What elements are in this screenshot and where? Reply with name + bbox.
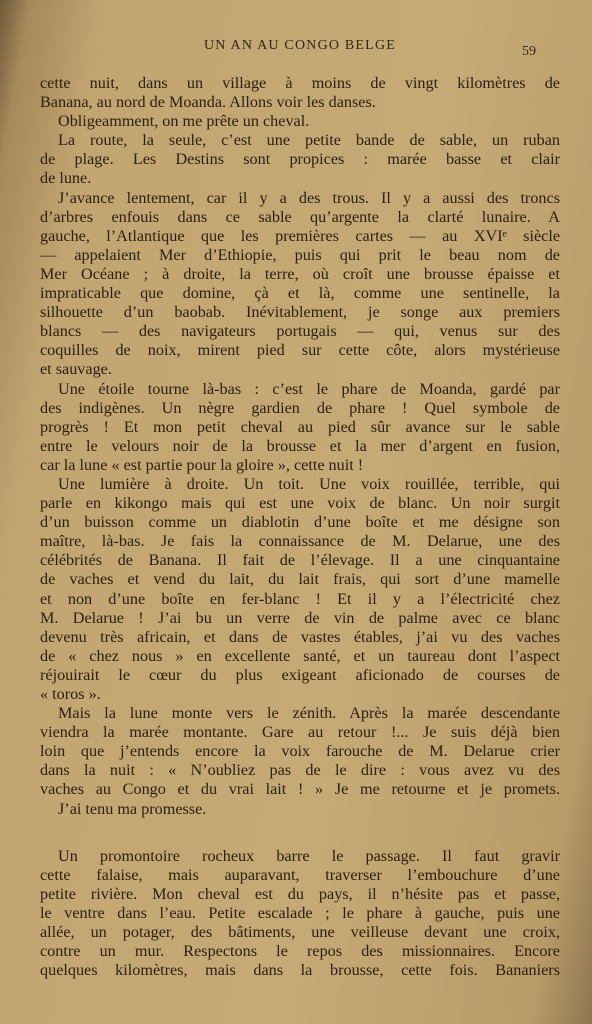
text-line: et sauvage.: [40, 360, 112, 379]
text-line: cette nuit, dans un village à moins de vingt kilomètres de: [40, 74, 560, 92]
text-line: La route, la seule, c’est une petite bande de sable, un ruban: [58, 131, 560, 150]
text-line: Mais la lune monte vers le zénith. Après la marée descendante: [58, 704, 560, 723]
text-line: et non d’une boîte en fer-blanc ! Et il y a l’électricité chez: [40, 589, 560, 608]
text-line: M. Delarue ! J’ai bu un verre de vin de palme avec ce blanc: [40, 608, 560, 627]
text-line: progrès ! Et mon petit cheval au pied sûr avance sur le sable: [40, 417, 560, 436]
text-line: de vaches et vend du lait, du lait frais, qui sort d’une mamelle: [40, 570, 560, 589]
text-line: Une étoile tourne là-bas : c’est le phare de Moanda, gardé par: [58, 379, 560, 398]
text-line: cette falaise, mais auparavant, traverser l’embouchure d’une: [40, 865, 560, 884]
section-break: [40, 819, 560, 847]
text-line: allée, un potager, des bâtiments, une veilleuse devant une croix,: [40, 923, 560, 942]
text-line: dans la nuit : « N’oubliez pas de le dire : vous avez vu des: [40, 761, 560, 780]
text-line: J’avance lentement, car il y a des trous. Il y a aussi des troncs: [58, 188, 560, 207]
text-line: de plage. Les Destins sont propices : marée basse et clair: [40, 150, 560, 169]
text-line: le ventre dans l’eau. Petite escalade ; le phare à gauche, puis une: [40, 903, 560, 922]
text-line: des indigènes. Un nègre gardien de phare ! Quel symbole de: [40, 398, 560, 417]
text-line: J’ai tenu ma promesse.: [58, 799, 207, 818]
text-line: — appelaient Mer d’Ethiopie, puis qui prit le beau nom de: [40, 245, 560, 264]
text-line: coquilles de noix, mirent pied sur cette côte, alors mystérieuse: [40, 341, 560, 360]
text-line: réjouirait le cœur du plus exigeant aficionado de courses de: [40, 665, 560, 684]
text-line: car la lune « est partie pour la gloire », cette nuit !: [40, 455, 364, 474]
text-line: contre un mur. Respectons le repos des missionnaires. Encore: [40, 942, 560, 961]
text-line: « toros ».: [40, 685, 101, 703]
text-line: petite rivière. Mon cheval est du pays, il n’hésite pas et passe,: [40, 884, 560, 903]
text-line: quelques kilomètres, mais dans la brousse, cette fois. Bananiers: [40, 961, 560, 980]
text-line: impraticable que domine, çà et là, comme une sentinelle, la: [40, 284, 560, 303]
text-line: gauche, l’Atlantique que les premières cartes — au XVIᵉ siècle: [40, 226, 560, 245]
text-line: vaches au Congo et du vrai lait ! » Je me retourne et je promets.: [40, 780, 560, 799]
text-line: blancs — des navigateurs portugais — qui, venus sur des: [40, 322, 560, 341]
text-line: d’arbres enfouis dans ce sable qu’argente la clarté lunaire. A: [40, 207, 560, 226]
text-line: célébrités de Banana. Il fait de l’élevage. Il a une cinquantaine: [40, 551, 560, 570]
text-line: de lune.: [40, 169, 92, 188]
text-line: d’un buisson comme un diablotin d’une boîte et me désigne son: [40, 513, 560, 532]
text-line: devenu très africain, et dans de vastes étables, j’ai vu des vaches: [40, 627, 560, 646]
text-line: Une lumière à droite. Un toit. Une voix rouillée, terrible, qui: [58, 474, 560, 493]
text-line: silhouette d’un baobab. Inévitablement, je songe aux premiers: [40, 303, 560, 322]
text-line: maître, là-bas. Je fais la connaissance de M. Delarue, une des: [40, 532, 560, 551]
text-line: loin que j’entends encore la voix farouche de M. Delarue crier: [40, 742, 560, 761]
text-line: entre le velours noir de la brousse et la mer d’argent en fusion,: [40, 436, 560, 455]
text-line: parle en kikongo mais qui est une voix de blanc. Un noir surgit: [40, 494, 560, 513]
text-line: viendra la marée montante. Gare au retour !... Je suis déjà bien: [40, 723, 560, 742]
running-title: UN AN AU CONGO BELGE: [204, 38, 396, 53]
text-section-1: [40, 74, 560, 819]
text-section-2: [40, 847, 560, 981]
body-text: [40, 74, 560, 980]
text-line: Mer Océane ; à droite, la terre, où croît une brousse épaisse et: [40, 264, 560, 283]
text-line: Un promontoire rocheux barre le passage. Il faut gravir: [58, 846, 560, 865]
text-line: Banana, au nord de Moanda. Allons voir les danses.: [40, 93, 376, 112]
text-line: de « chez nous » en excellente santé, et un taureau dont l’aspect: [40, 646, 560, 665]
page-number: 59: [522, 44, 536, 59]
text-line: Obligeamment, on me prête un cheval.: [58, 112, 310, 131]
